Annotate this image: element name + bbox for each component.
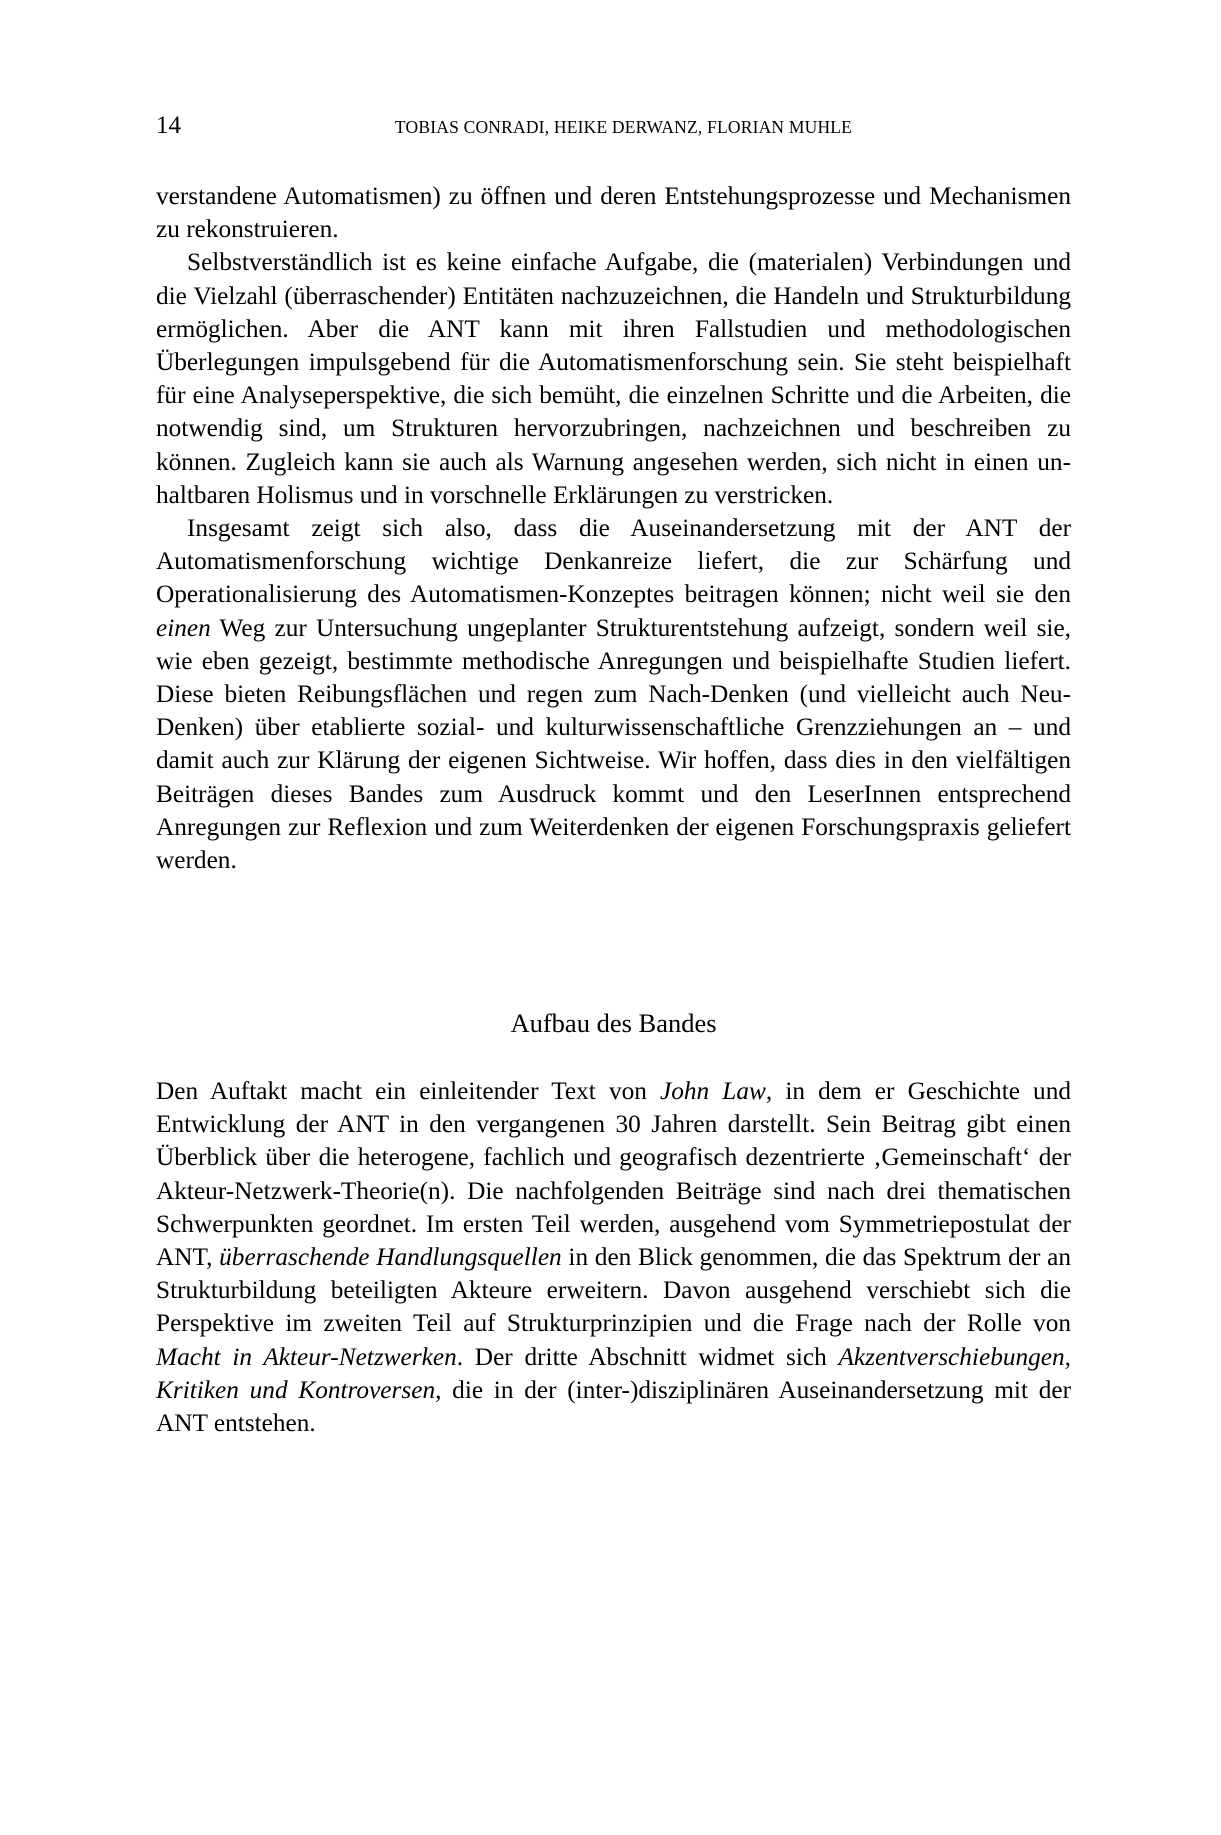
paragraph-continuation: verstandene Automatismen) zu öffnen und deren Entstehungsprozesse und Mechanismen zu rekonstruieren. [156, 182, 1071, 244]
section-body-text [156, 1075, 1071, 1440]
paragraph: Den Auftakt macht ein einleitender Text von John Law, in dem er Geschichte und Entwicklung der ANT in den vergangenen 30 Jahren darstellt. Sein Beitrag gibt einen Überblick über die heterogene, fachlich und geografisch dezentrierte ‚Gemeinschaft‘ der Akteur-Netzwerk-Theorie(n). Die nachfolgenden Beiträge sind nach drei thematischen Schwerpunkten geordnet. Im ersten Teil werden, ausgehend vom Symmetriepostulat der ANT, überraschende Handlungsquellen in den Blick genommen, die das Spektrum der an Strukturbildung beteiligten Akteure erweitern. Davon ausgehend verschiebt sich die Perspektive im zweiten Teil auf Strukturprinzipien und die Frage nach der Rolle von Macht in Akteur-Netzwerken. Der dritte Abschnitt widmet sich Akzentverschiebungen, Kritiken und Kontroversen, die in der (inter-)disziplinären Auseinandersetzung mit der ANT entstehen. [156, 1077, 1072, 1438]
section-heading: Aufbau des Bandes [510, 1008, 717, 1038]
body-text [156, 180, 1071, 877]
running-header [156, 110, 1071, 142]
paragraph: Selbstverständlich ist es keine einfache Aufgabe, die (materialen) Verbindungen und die Vielzahl (überraschender) Entitäten nachzuzeichnen, die Handeln und Strukturbildung ermöglichen. Aber die ANT kann mit ihren Fallstudien und methodologischen Überlegungen impulsgebend für die Automatismenforschung sein. Sie steht beispielhaft für eine Analyseperspektive, die sich bemüht, die einzelnen Schritte und die Arbeiten, die notwendig sind, um Strukturen hervorzubringen, nachzeichnen und beschreiben zu können. Zugleich kann sie auch als Warnung angesehen werden, sich nicht in einen unhaltbaren Holismus und in vorschnelle Erklärungen zu verstricken. [156, 248, 1071, 509]
page-number: 14 [156, 112, 181, 139]
running-title: TOBIAS CONRADI, HEIKE DERWANZ, FLORIAN MUHLE [394, 117, 853, 137]
paragraph: Insgesamt zeigt sich also, dass die Auseinandersetzung mit der ANT der Automatismenforschung wichtige Denkanreize liefert, die zur Schärfung und Operationalisierung des Automatismen-Konzeptes beitragen können; nicht weil sie den einen Weg zur Untersuchung ungeplanter Strukturentstehung aufzeigt, sondern weil sie, wie eben gezeigt, bestimmte methodische Anregungen und beispielhafte Studien liefert. Diese bieten Reibungsflächen und regen zum Nach-Denken (und vielleicht auch Neu-Denken) über etablierte sozial- und kulturwissenschaftliche Grenzziehungen an – und damit auch zur Klärung der eigenen Sichtweise. Wir hoffen, dass dies in den vielfältigen Beiträgen dieses Bandes zum Ausdruck kommt und den LeserInnen entsprechend Anregungen zur Reflexion und zum Weiterdenken der eigenen Forschungspraxis geliefert werden. [156, 514, 1071, 875]
